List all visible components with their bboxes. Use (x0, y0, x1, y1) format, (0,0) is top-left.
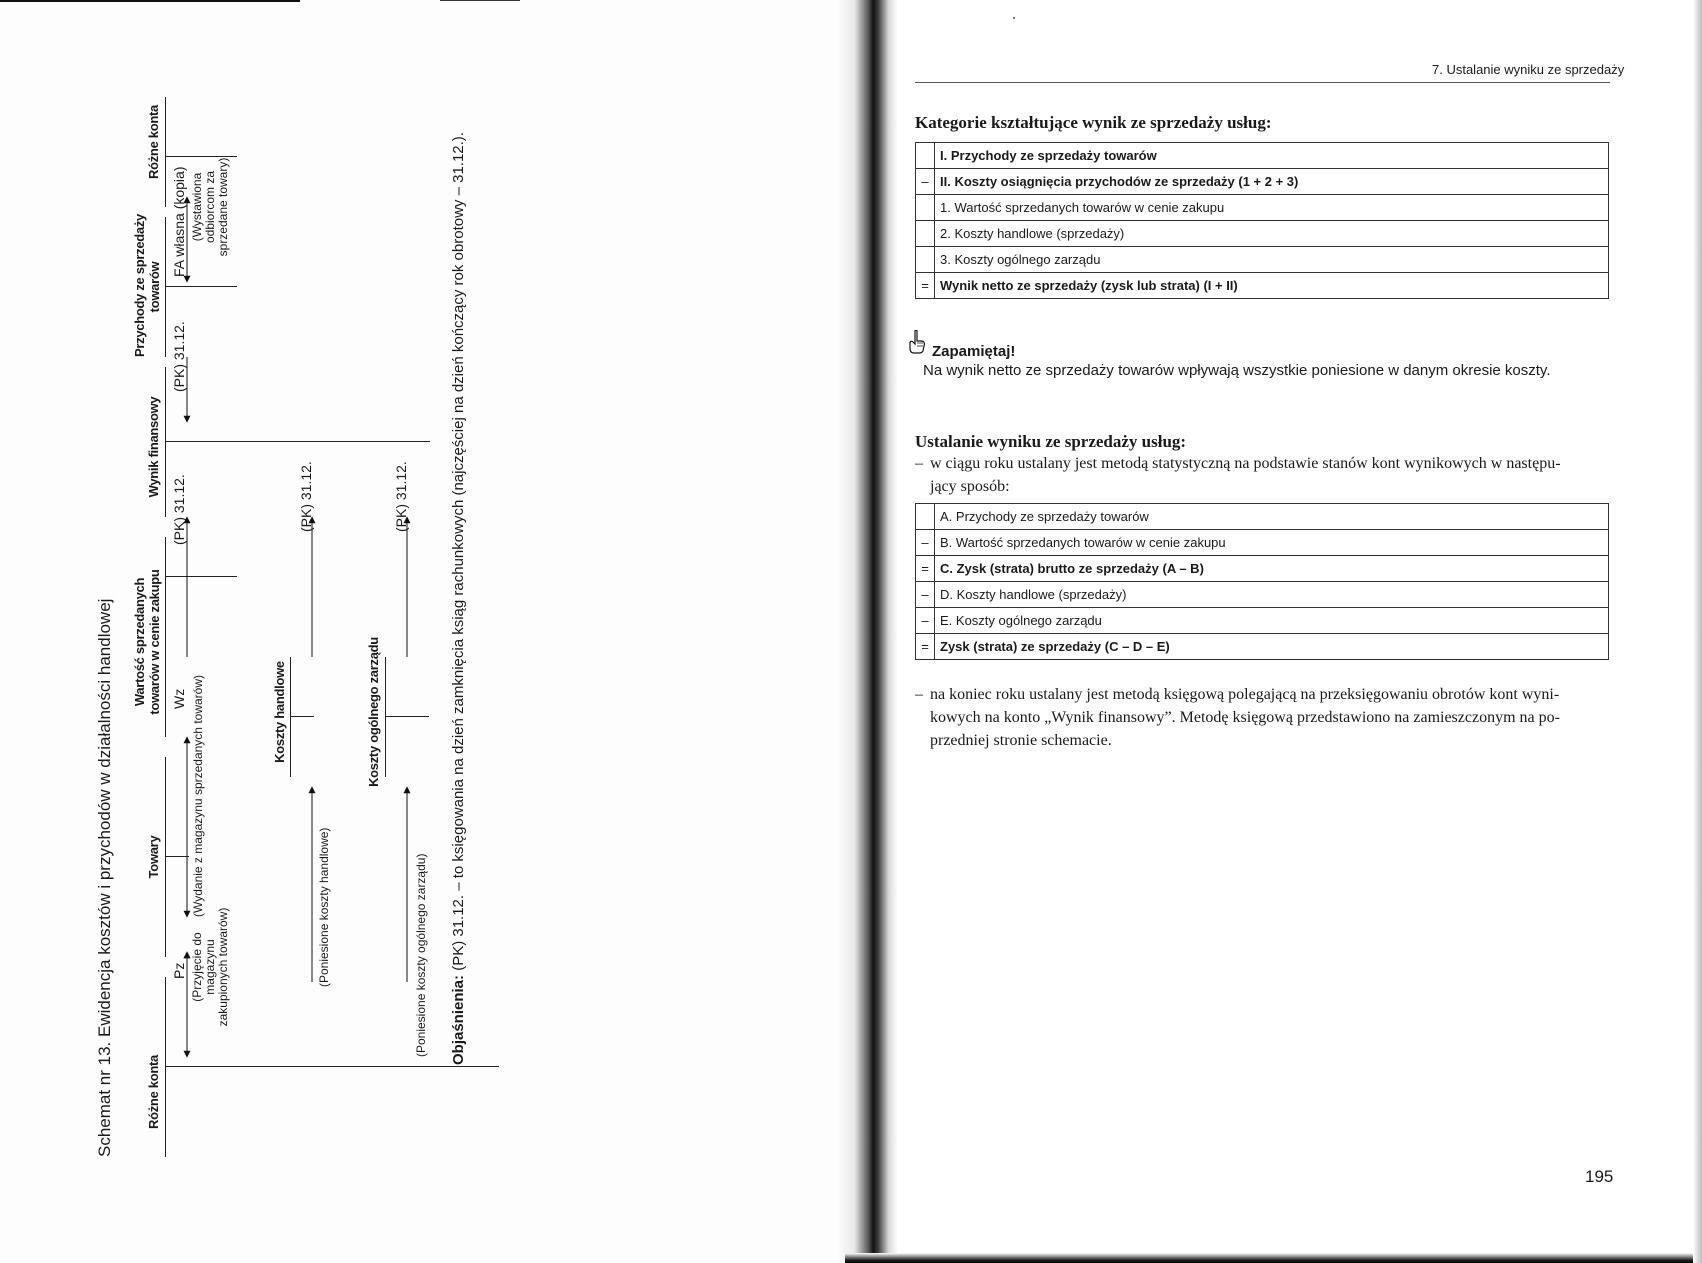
row-operator: = (916, 634, 935, 660)
table-row (916, 169, 1609, 195)
row-label: C. Zysk (strata) brutto ze sprzedaży (A – B) (935, 556, 1609, 582)
row-operator: – (916, 169, 935, 195)
account-title-wynik: Wynik finansowy (146, 396, 161, 498)
pz-label: Pz (171, 962, 187, 979)
account-title-rozne-konta: Różne konta (146, 1055, 161, 1129)
account-title-przychody-2: towarów (147, 261, 162, 313)
table-row (916, 273, 1609, 299)
table-row (916, 221, 1609, 247)
right-edge (1693, 0, 1702, 1263)
row-operator (916, 504, 935, 530)
account-title-towary: Towary (146, 835, 161, 879)
pk-label-2: (PK) 31.12. (171, 321, 187, 392)
row-label: D. Koszty handlowe (sprzedaży) (935, 582, 1609, 608)
explanation (450, 132, 467, 1065)
account-title-wartosc-2: towarów w cenie zakupu (147, 569, 162, 715)
section1-title: Kategorie kształtujące wynik ze sprzedaży usług: (915, 113, 1272, 132)
row-operator: – (916, 608, 935, 634)
pk-label-4: (PK) 31.12. (393, 461, 409, 532)
account-title-wartosc-1: Wartość sprzedanych (132, 577, 147, 707)
table-row (916, 504, 1609, 530)
bullet-2-line-3: przedniej stronie schemacie. (930, 732, 1112, 749)
pz-desc-1: (Przyjęcie do (190, 932, 204, 1002)
row-operator: = (916, 273, 935, 299)
row-label: Zysk (strata) ze sprzedaży (C – D – E) (935, 634, 1609, 660)
wz-desc: (Wydanie z magazynu sprzedanych towarów) (191, 675, 205, 917)
ko-desc: (Poniesione koszty ogólnego zarządu) (414, 853, 428, 1057)
fa-desc-1: (Wystawiona (190, 172, 204, 242)
table-row (916, 247, 1609, 273)
pointing-hand-icon (908, 330, 926, 354)
account-title-przychody-1: Przychody ze sprzedaży (132, 214, 147, 357)
top-rule (0, 0, 300, 2)
table-row (916, 195, 1609, 221)
row-operator (916, 143, 935, 169)
table-row (916, 530, 1609, 556)
row-label: I. Przychody ze sprzedaży towarów (935, 143, 1609, 169)
row-label: 3. Koszty ogólnego zarządu (935, 247, 1609, 273)
row-label: B. Wartość sprzedanych towarów w cenie zakupu (935, 530, 1609, 556)
bullet-2 (915, 683, 1610, 752)
row-label: II. Koszty osiągnięcia przychodów ze sprzedaży (1 + 2 + 3) (935, 169, 1609, 195)
account-title-rozne-konta-right: Różne konta (146, 105, 161, 179)
pk-label-3: (PK) 31.12. (298, 461, 314, 532)
categories-table (915, 142, 1609, 299)
flow-arrows (95, 157, 455, 1157)
row-operator: – (916, 582, 935, 608)
fa-desc-3: sprzedane towary) (216, 157, 230, 257)
row-operator (916, 221, 935, 247)
explanation-text: (PK) 31.12. – to księgowania na dzień zamknięcia ksiąg rachunkowych (najczęściej na dzień kończący rok obrotowy – 31.12.). (450, 132, 467, 975)
pz-desc-2: magazynu (203, 939, 217, 995)
bullet-dash: – (915, 686, 923, 703)
remember-text: Na wynik netto ze sprzedaży towarów wpływają wszystkie poniesione w danym okresie koszty. (923, 362, 1551, 379)
kh-desc: (Poniesione koszty handlowe) (317, 827, 331, 987)
top-rule-short (440, 0, 520, 1)
wz-label: Wz (171, 688, 187, 709)
running-head-rule (915, 82, 1610, 83)
bullet-1-line-2: jący sposób: (930, 478, 1010, 495)
row-operator (916, 195, 935, 221)
explanation-label: Objaśnienia: (450, 974, 467, 1065)
row-operator: – (916, 530, 935, 556)
pz-desc-3: zakupionych towarów) (216, 907, 230, 1027)
bullet-dash: – (915, 455, 923, 472)
bottom-edge (845, 1253, 1702, 1263)
remember-title: Zapamiętaj! (932, 343, 1016, 360)
speck (1013, 17, 1015, 19)
row-operator: = (916, 556, 935, 582)
row-label: 2. Koszty handlowe (sprzedaży) (935, 221, 1609, 247)
book-gutter (836, 0, 898, 1263)
table-row (916, 556, 1609, 582)
page-number: 195 (1585, 1167, 1614, 1186)
section2-title: Ustalanie wyniku ze sprzedaży usług: (915, 432, 1187, 451)
fa-label: FA własna (kopia) (171, 166, 187, 277)
row-operator (916, 247, 935, 273)
bullet-1-line-1: w ciągu roku ustalany jest metodą statystyczną na podstawie stanów kont wynikowych w następu- (930, 455, 1561, 472)
bullet-2-line-1: na koniec roku ustalany jest metodą księgową polegającą na przeksięgowaniu obrotów kont wyni- (930, 686, 1560, 703)
account-schema (95, 105, 845, 1157)
row-label: 1. Wartość sprzedanych towarów w cenie zakupu (935, 195, 1609, 221)
pk-label-1: (PK) 31.12. (171, 474, 187, 545)
account-title-koszty-handlowe: Koszty handlowe (272, 661, 287, 763)
table-row (916, 608, 1609, 634)
account-title-koszty-ogolnego: Koszty ogólnego zarządu (366, 637, 381, 787)
table-row (916, 143, 1609, 169)
table-row (916, 634, 1609, 660)
row-label: Wynik netto ze sprzedaży (zysk lub strata) (I + II) (935, 273, 1609, 299)
running-head: 7. Ustalanie wyniku ze sprzedaży (1432, 62, 1625, 77)
bullet-2-line-2: kowych na konto „Wynik finansowy”. Metodę księgową przedstawiono na zamieszczonym na po- (930, 709, 1560, 726)
row-label: E. Koszty ogólnego zarządu (935, 608, 1609, 634)
table-row (916, 582, 1609, 608)
fa-desc-2: odbiorcom za (203, 170, 217, 244)
method-table (915, 503, 1609, 660)
bullet-1 (915, 452, 1610, 498)
schema-caption: Schemat nr 13. Ewidencja kosztów i przychodów w działalności handlowej (95, 598, 114, 1157)
row-label: A. Przychody ze sprzedaży towarów (935, 504, 1609, 530)
